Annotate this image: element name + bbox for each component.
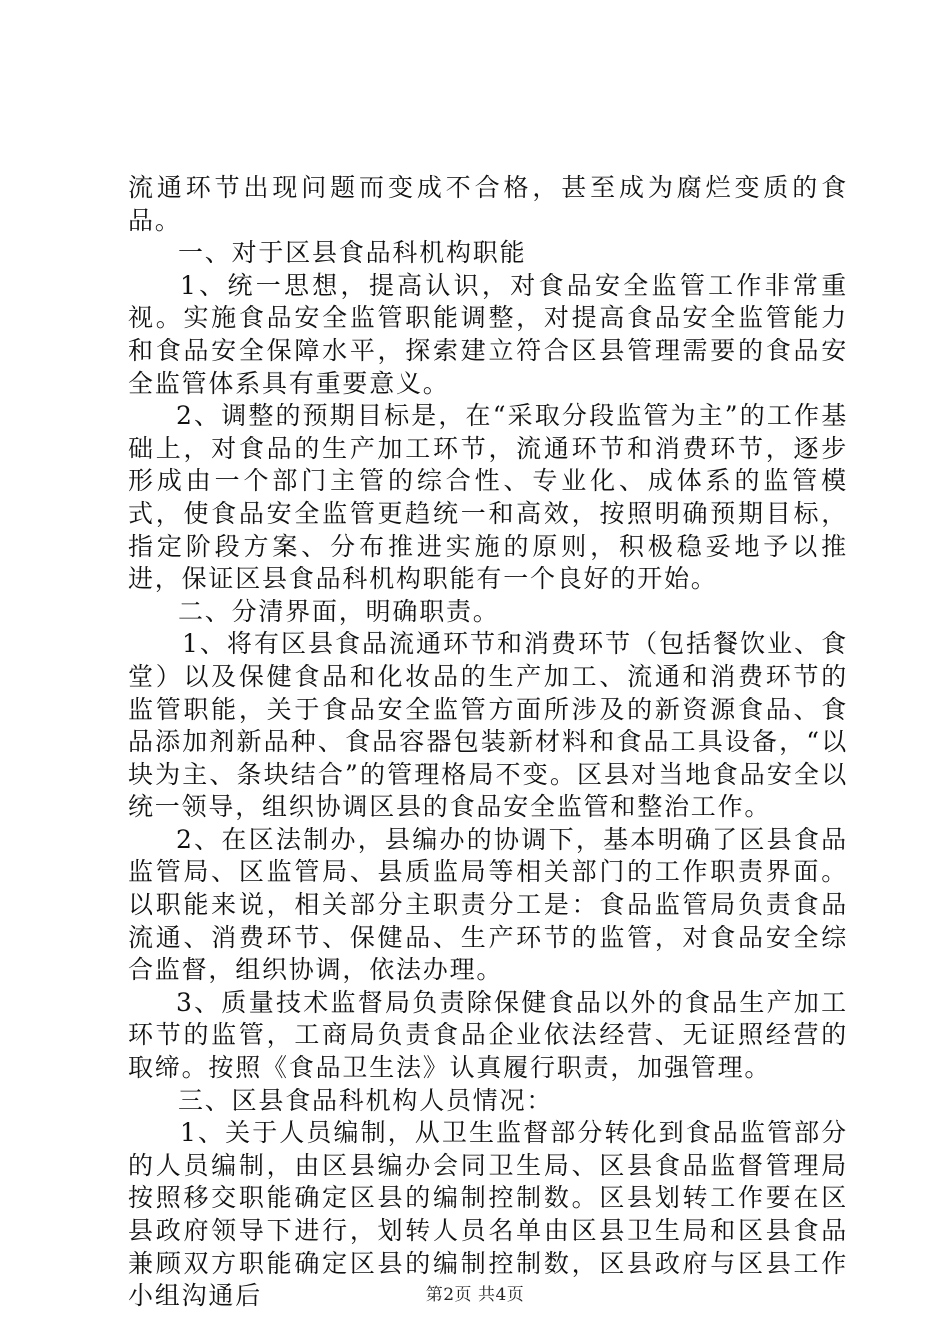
page-number-footer: 第2页 共4页 bbox=[425, 1285, 525, 1305]
section-heading-1: 一、对于区县食品科机构职能 bbox=[178, 238, 527, 268]
paragraph-2-1: 1、将有区县食品流通环节和消费环节（包括餐饮业、食堂）以及保健食品和化妆品的生产加工、流通和消费环节的监管职能，关于食品安全监管方面所涉及的新资源食品、食品添加剂新品种、食品容器包装新材料和食品工具设备，“以块为主、条块结合”的管理格局不变。区县对当地食品安全以统一领导，组织协调区县的食品安全监管和整治工作。 bbox=[128, 629, 848, 822]
section-heading-2: 二、分清界面，明确职责。 bbox=[178, 596, 500, 626]
paragraph-2-3: 3、质量技术监督局负责除保健食品以外的食品生产加工环节的监管，工商局负责食品企业依法经营、无证照经营的取缔。按照《食品卫生法》认真履行职责，加强管理。 bbox=[128, 987, 848, 1083]
document-body bbox=[128, 172, 848, 1313]
paragraph-continuation: 流通环节出现问题而变成不合格，甚至成为腐烂变质的食品。 bbox=[128, 173, 848, 235]
paragraph-3-1: 1、关于人员编制，从卫生监督部分转化到食品监管部分的人员编制，由区县编办会同卫生局、区县食品监督管理局按照移交职能确定区县的编制控制数。区县划转工作要在区县政府领导下进行，划转人员名单由区县卫生局和区县食品兼顾双方职能确定区县的编制控制数，区县政府与区县工作小组沟通后 bbox=[128, 1118, 848, 1311]
paragraph-1-2: 2、调整的预期目标是，在“采取分段监管为主”的工作基础上，对食品的生产加工环节，流通环节和消费环节，逐步形成由一个部门主管的综合性、专业化、成体系的监管模式，使食品安全监管更趋统一和高效，按照明确预期目标，指定阶段方案、分布推进实施的原则，积极稳妥地予以推进，保证区县食品科机构职能有一个良好的开始。 bbox=[128, 401, 848, 594]
section-heading-3: 三、区县食品科机构人员情况： bbox=[178, 1085, 554, 1115]
paragraph-2-2: 2、在区法制办，县编办的协调下，基本明确了区县食品监管局、区监管局、县质监局等相关部门的工作职责界面。以职能来说，相关部分主职责分工是：食品监管局负责食品流通、消费环节、保健品、生产环节的监管，对食品安全综合监督，组织协调，依法办理。 bbox=[128, 824, 848, 985]
paragraph-1-1: 1、统一思想，提高认识，对食品安全监管工作非常重视。实施食品安全监管职能调整，对提高食品安全监管能力和食品安全保障水平，探索建立符合区县管理需要的食品安全监管体系具有重要意义。 bbox=[128, 270, 848, 398]
